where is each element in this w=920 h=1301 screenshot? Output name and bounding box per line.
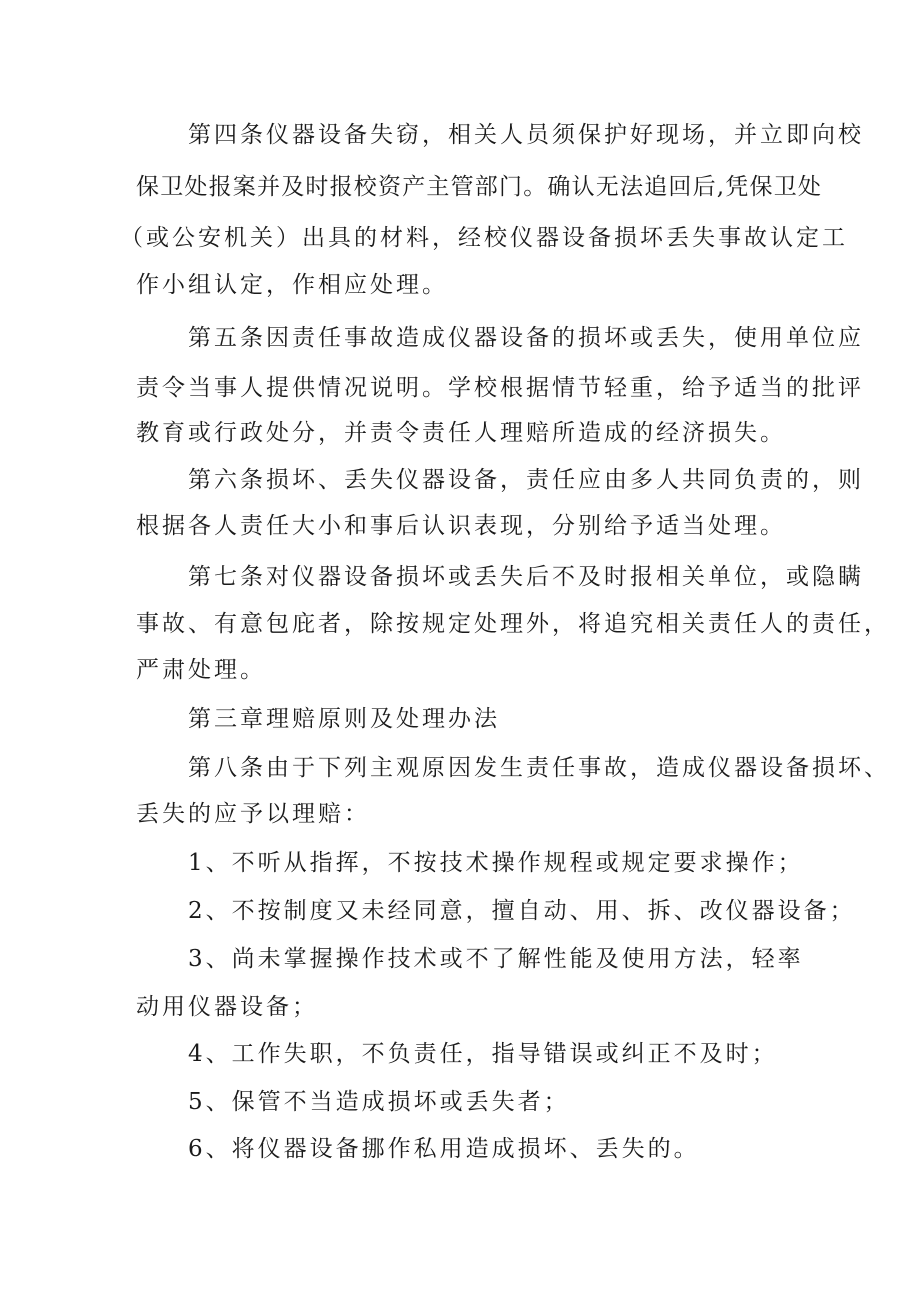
list-item: 4、工作失职，不负责任，指导错误或纠正不及时； xyxy=(188,1041,778,1067)
paragraph-line: （或公安机关）出具的材料，经校仪器设备损坏丢失事故认定工 xyxy=(120,225,848,251)
chapter-heading: 第三章理赔原则及处理办法 xyxy=(188,706,500,732)
paragraph-line: 丢失的应予以理赔： xyxy=(136,801,370,827)
paragraph-line: 作小组认定，作相应处理。 xyxy=(136,272,448,298)
paragraph-line: 教育或行政处分，并责令责任人理赔所造成的经济损失。 xyxy=(136,420,786,446)
paragraph-line: 第五条因责任事故造成仪器设备的损坏或丢失，使用单位应 xyxy=(188,325,864,351)
paragraph-line: 第八条由于下列主观原因发生责任事故，造成仪器设备损坏、 xyxy=(188,755,890,781)
paragraph-line: 事故、有意包庇者，除按规定处理外，将追究相关责任人的责任， xyxy=(136,611,890,637)
list-item: 1、不听从指挥，不按技术操作规程或规定要求操作； xyxy=(188,850,804,876)
paragraph-line: 责令当事人提供情况说明。学校根据情节轻重，给予适当的批评 xyxy=(136,375,864,401)
paragraph-line: 第七条对仪器设备损坏或丢失后不及时报相关单位，或隐瞒 xyxy=(188,564,864,590)
list-item: 5、保管不当造成损坏或丢失者； xyxy=(188,1089,570,1115)
list-item: 3、尚未掌握操作技术或不了解性能及使用方法，轻率 xyxy=(188,946,804,972)
paragraph-line: 第四条仪器设备失窃，相关人员须保护好现场，并立即向校 xyxy=(188,122,864,148)
paragraph-line: 根据各人责任大小和事后认识表现，分别给予适当处理。 xyxy=(136,513,786,539)
paragraph-line: 保卫处报案并及时报校资产主管部门。确认无法追回后,凭保卫处 xyxy=(136,174,823,200)
paragraph-line: 严肃处理。 xyxy=(136,657,266,683)
list-item-continuation: 动用仪器设备； xyxy=(136,994,318,1020)
list-item: 6、将仪器设备挪作私用造成损坏、丢失的。 xyxy=(188,1136,700,1162)
list-item: 2、不按制度又未经同意，擅自动、用、拆、改仪器设备； xyxy=(188,898,856,924)
paragraph-line: 第六条损坏、丢失仪器设备，责任应由多人共同负责的，则 xyxy=(188,467,864,493)
